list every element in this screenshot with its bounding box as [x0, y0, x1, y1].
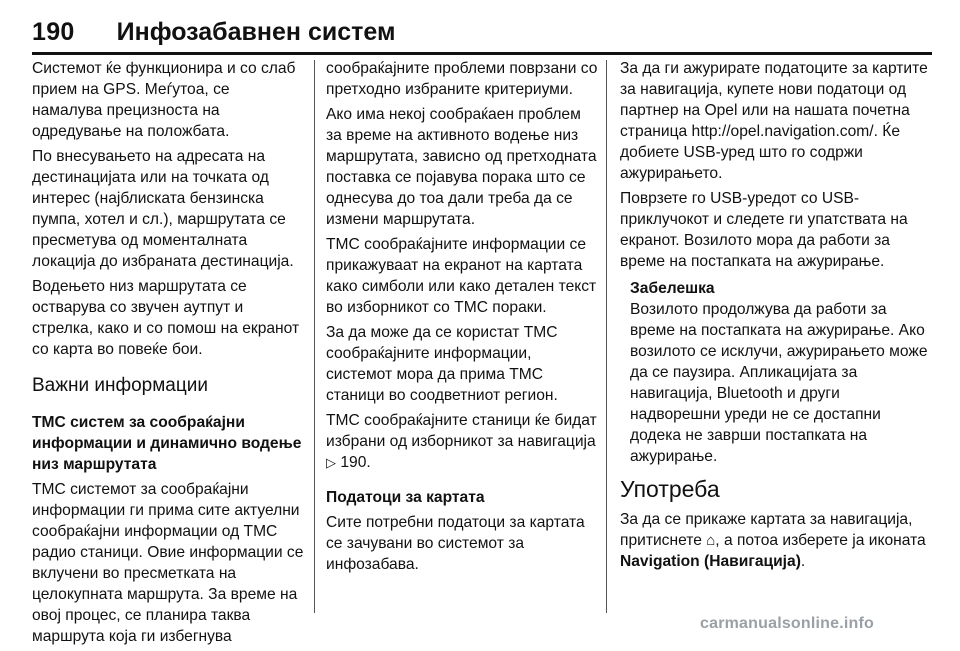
paragraph: Водењето низ маршрутата се остварува со звучен аутпут и стрелка, како и со помош на екранот со карта во повеќе бои.: [32, 278, 300, 358]
home-icon: ⌂: [706, 532, 716, 549]
subheading-map-data: Податоци за картата: [326, 489, 485, 506]
paragraph-text: TMC сообраќајните станици ќе бидат избрани од изборникот за навигација: [326, 412, 597, 450]
watermark: carmanualsonline.info: [700, 615, 875, 632]
paragraph: За да може да се користат TMC сообраќајните информации, системот мора да прима TMC станици во соодветниот регион.: [326, 324, 558, 404]
paragraph-text: За да се прикаже картата за навигација, притиснете: [620, 511, 913, 549]
page-number: 190: [32, 18, 75, 46]
note-title: Забелешка: [630, 280, 715, 297]
section-heading-usage: Употреба: [620, 476, 720, 502]
paragraph: Системот ќе функционира и со слаб прием на GPS. Меѓутоа, се намалува прецизноста на одредување на положбата.: [32, 60, 296, 140]
paragraph: сообраќајните проблеми поврзани со претходно избраните критериуми.: [326, 60, 598, 98]
note-text: Возилото продолжува да работи за време на постапката на ажурирање. Ако возилото се исклучи, ажурирањето може да се паузира. Апликацијата за навигација, Bluetooth и други надворешни уреди не се достапни додека не заврши постапката на ажурирање.: [630, 301, 928, 465]
subheading-tmc: TMC систем за сообраќајни информации и динамично водење низ маршрутата: [32, 414, 302, 473]
column-3: [620, 58, 932, 576]
paragraph: [620, 509, 932, 572]
paragraph: По внесувањето на адресата на дестинацијата или на точката од интерес (најблиската бензинска пумпа, хотел и сл.), маршрутата се пресметува од моменталната локација до избраната дестинација.: [32, 148, 294, 270]
paragraph: Сите потребни податоци за картата се зачувани во системот за инфозабава.: [326, 514, 585, 573]
paragraph: [326, 410, 598, 473]
paragraph: Ако има некој сообраќаен проблем за време на активното водење низ маршрутата, зависно од претходната поставка се појавува порака што се однесува до тоа дали треба да се измени маршрутата.: [326, 106, 597, 228]
paragraph: Поврзете го USB-уредот со USB-приклучокот и следете ги упатствата на екранот. Возилото мора да работи за време на постапката на ажурирање.: [620, 190, 908, 270]
paragraph: TMC сообраќајните информации се прикажуваат на екранот на картата како симболи или како детален текст во изборникот со TMC пораки.: [326, 236, 597, 316]
column-1: [32, 58, 304, 651]
page-title: Инфозабавнен систем: [116, 18, 396, 46]
navigation-label: Navigation (Навигација): [620, 553, 801, 570]
page-reference: 190.: [340, 454, 371, 471]
column-divider-1: [314, 60, 315, 613]
paragraph: TMC системот за сообраќајни информации ги прима сите актуелни сообраќајни информации од TMC радио станици. Овие информации се вклучени во пресметката на целокупната маршрута. За време на овој процес, се планира таква маршрута која ги избегнува: [32, 481, 304, 645]
paragraph: За да ги ажурирате податоците за картите за навигација, купете нови податоци од партнер на Opel или на нашата почетна страница http://opel.navigation.com/. Ќе добиете USB-уред што го содржи ажурирањето.: [620, 60, 928, 182]
column-2: [326, 58, 598, 579]
header-rule: [32, 52, 932, 55]
page-header: [32, 18, 395, 47]
paragraph-text: , а потоа изберете ја иконата: [715, 532, 926, 549]
column-divider-2: [606, 60, 607, 613]
paragraph-text: .: [800, 553, 806, 570]
section-heading-important: Важни информации: [32, 375, 208, 396]
page-reference-arrow-icon: ▷: [326, 455, 336, 470]
note-box: [620, 278, 932, 467]
